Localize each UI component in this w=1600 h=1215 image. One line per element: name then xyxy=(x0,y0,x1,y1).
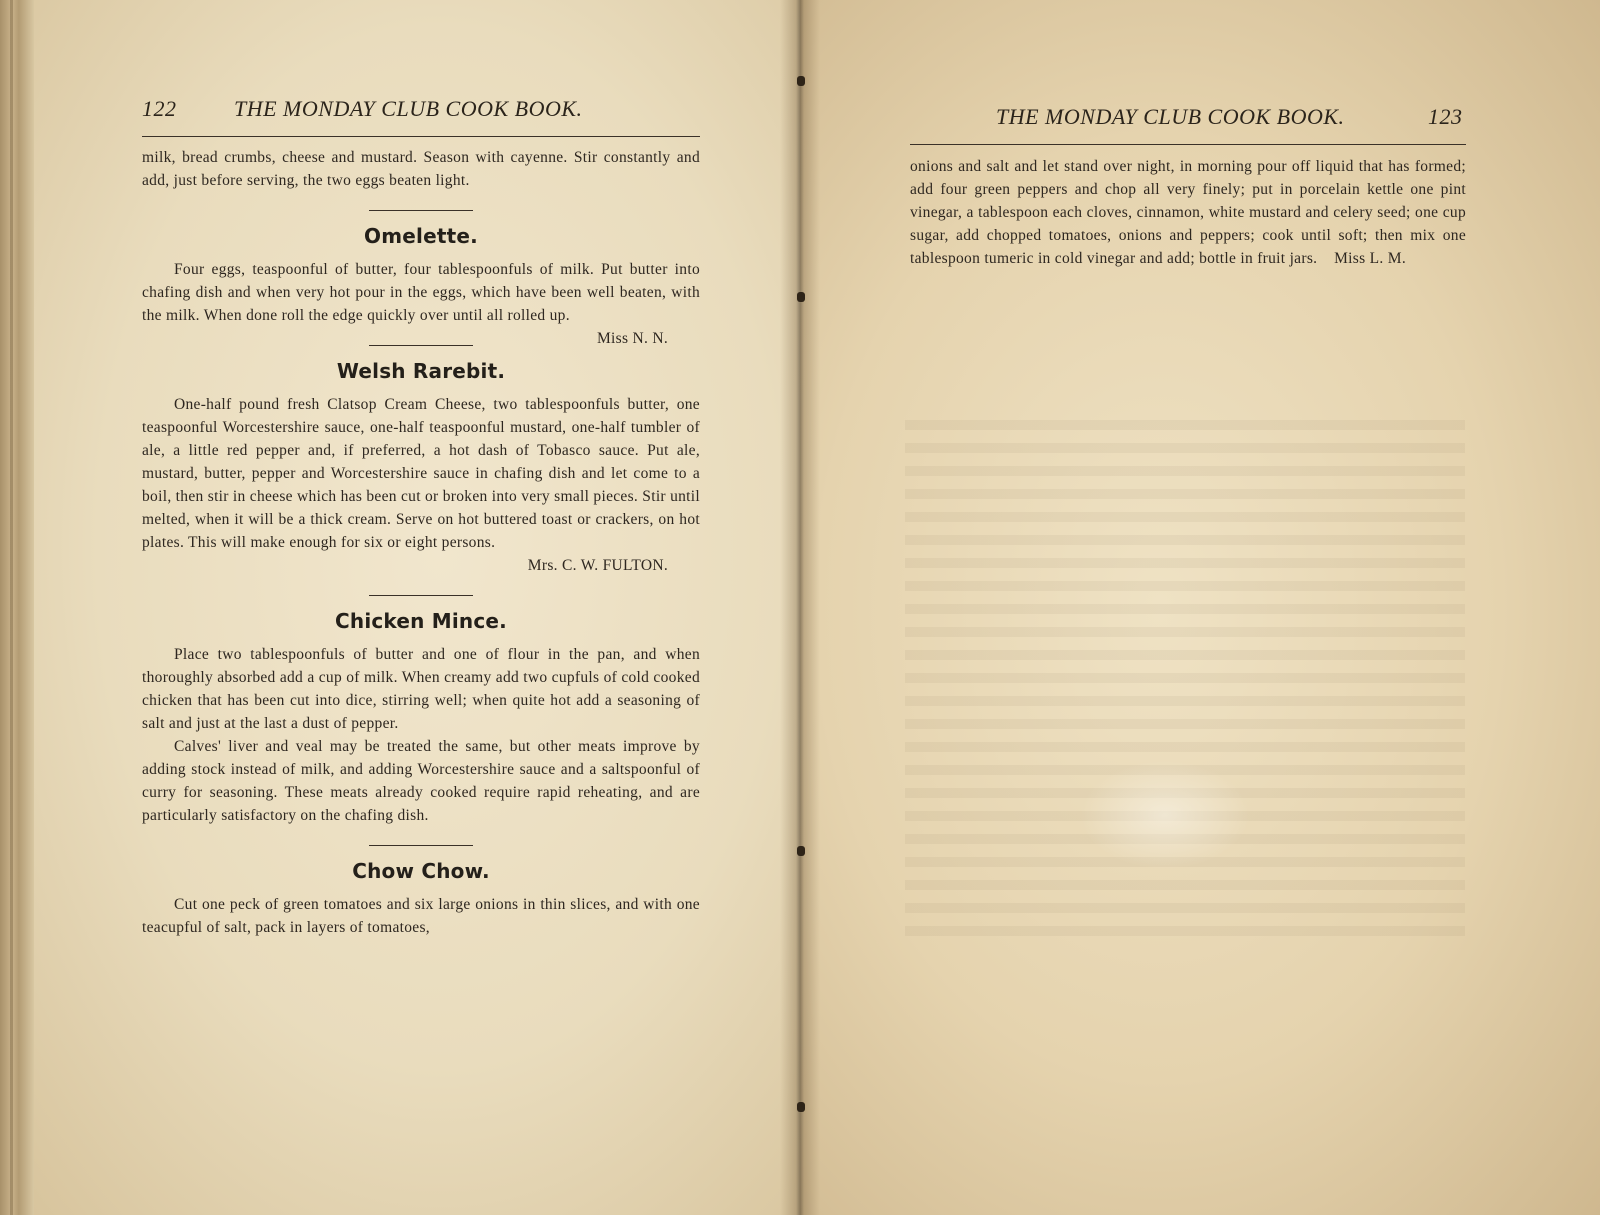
binding-stitch xyxy=(797,846,805,856)
section-divider xyxy=(369,595,473,596)
left-text-column xyxy=(142,146,700,939)
book-gutter xyxy=(780,0,820,1215)
page-number-left: 122 xyxy=(142,96,177,121)
recipe-text-chow-chow: Cut one peck of green tomatoes and six large onions in thin slices, and with one teacupful of salt, pack in layers of tomatoes, xyxy=(142,896,700,936)
recipe-text-welsh-rarebit: One-half pound fresh Clatsop Cream Cheese, two tablespoonfuls butter, one teaspoonful Worcestershire sauce, one-half teaspoonful mustard, one-half tumbler of ale, a little red pepper and, if preferred, a hot dash of Tobasco sauce. Put ale, mustard, butter, pepper and Worcestershire sauce in chafing dish and let come to a boil, then stir in cheese which has been cut or broken into very small pieces. Stir until melted, when it will be a thick cream. Serve on hot buttered toast or crackers, on hot plates. This will make enough for six or eight persons. xyxy=(142,396,700,551)
recipe-title-chow-chow: Chow Chow. xyxy=(352,859,490,883)
page-edge-line xyxy=(10,0,13,1215)
recipe-signature: Mrs. C. W. FULTON. xyxy=(527,557,668,574)
header-rule-right xyxy=(910,144,1466,145)
page-edge xyxy=(0,0,34,1215)
binding-stitch xyxy=(797,1102,805,1112)
running-title-right: THE MONDAY CLUB COOK BOOK. xyxy=(996,104,1345,129)
binding-stitch xyxy=(797,76,805,86)
binding-stitch xyxy=(797,292,805,302)
recipe-body: onions and salt and let stand over night, in morning pour off liquid that has formed; add four green peppers and chop all very finely; put in porcelain kettle one pint vinegar, a tablespoon each cloves, cinnamon, white mustard and celery seed; one cup sugar, add chopped tomatoes, onions and peppers; cook until soft; then mix one tablespoon tumeric in cold vinegar and add; bottle in fruit jars. xyxy=(910,158,1466,267)
recipe-body: Four eggs, teaspoonful of butter, four tablespoonfuls of milk. Put butter into chafing dish and when very hot pour in the eggs, which have been well beaten, with the milk. When done roll the edge quickly over until all rolled up. xyxy=(142,261,700,324)
page-number-right: 123 xyxy=(1428,104,1463,129)
section-divider xyxy=(369,210,473,211)
recipe-signature: Miss N. N. xyxy=(596,330,668,347)
recipe-text-chow-chow-continued xyxy=(910,155,1466,270)
recipe-text-omelette xyxy=(142,258,700,347)
section-divider xyxy=(369,345,473,346)
continued-paragraph: milk, bread crumbs, cheese and mustard. Season with cayenne. Stir constantly and add, just before serving, the two eggs beaten light. xyxy=(142,149,700,189)
recipe-text-chicken-mince-1: Place two tablespoonfuls of butter and one of flour in the pan, and when thoroughly absorbed add a cup of milk. When creamy add two cupfuls of cold cooked chicken that has been cut into dice, stirring well; when quite hot add a seasoning of salt and just at the last a dust of pepper. xyxy=(142,646,700,732)
recipe-title-chicken-mince: Chicken Mince. xyxy=(335,609,507,633)
running-title-left: THE MONDAY CLUB COOK BOOK. xyxy=(234,96,583,121)
recipe-title-welsh-rarebit: Welsh Rarebit. xyxy=(336,359,506,383)
recipe-signature: Miss L. M. xyxy=(1334,250,1406,267)
recipe-title-omelette: Omelette. xyxy=(364,224,478,248)
recipe-text-chicken-mince-2: Calves' liver and veal may be treated the same, but other meats improve by adding stock instead of milk, and adding Worcestershire sauce and a saltspoonful of curry for seasoning. These meats already cooked require rapid reheating, and are particularly satisfactory on the chafing dish. xyxy=(142,738,700,824)
section-divider xyxy=(369,845,473,846)
right-text-column xyxy=(910,155,1466,270)
header-rule-left xyxy=(142,136,700,137)
